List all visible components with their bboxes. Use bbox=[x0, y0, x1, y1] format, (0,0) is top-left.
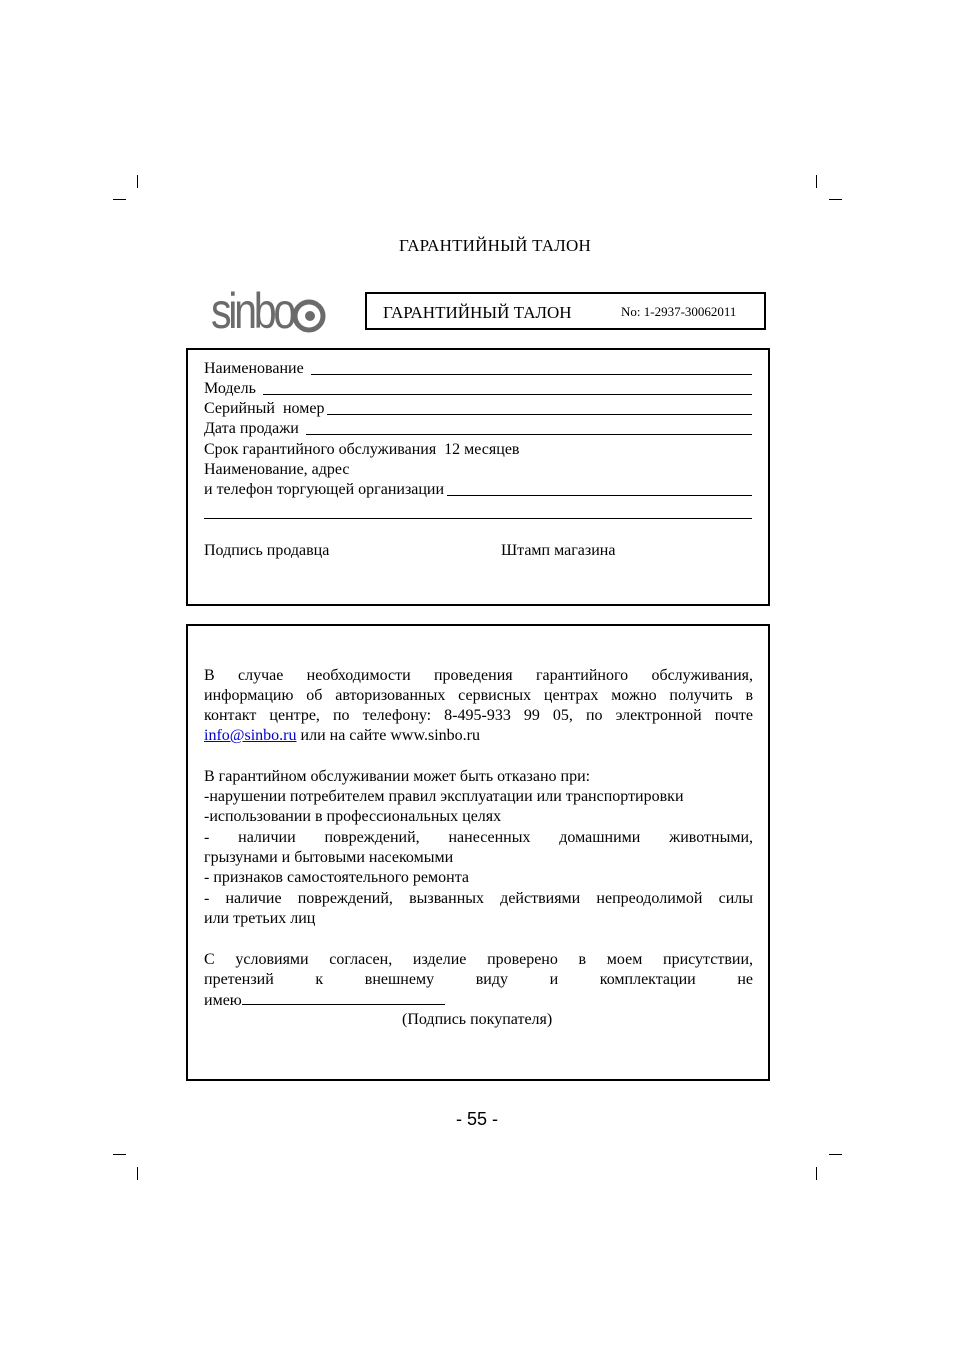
crop-mark bbox=[113, 199, 126, 200]
warranty-info-box bbox=[186, 624, 770, 1081]
model-label: Модель bbox=[204, 380, 260, 397]
agreement-end: имею bbox=[204, 992, 242, 1009]
buyer-signature-line[interactable] bbox=[242, 990, 445, 1005]
crop-mark bbox=[816, 1167, 817, 1180]
website-text: или на сайте www.sinbo.ru bbox=[296, 727, 480, 744]
form-row-org-name bbox=[204, 460, 752, 480]
refusal-item: -нарушении потребителем правил эксплуатации или транспортировки bbox=[204, 788, 684, 805]
info-line: контакт центре, по телефону: 8-495-933 99 05, по электронной почте bbox=[204, 707, 753, 724]
sinbo-logo bbox=[211, 289, 329, 335]
buyer-signature-caption: (Подпись покупателя) bbox=[402, 1011, 553, 1028]
warranty-period: Срок гарантийного обслуживания 12 месяцев bbox=[204, 441, 520, 458]
serial-label: Серийный номер bbox=[204, 400, 325, 417]
form-row-org-phone bbox=[204, 480, 752, 500]
page-number: - 55 - bbox=[455, 1109, 498, 1129]
crop-mark bbox=[816, 175, 817, 188]
form-row-model bbox=[204, 379, 752, 399]
crop-mark bbox=[113, 1154, 126, 1155]
org-name-address: Наименование, адрес bbox=[204, 461, 350, 478]
form-row-serial bbox=[204, 399, 752, 419]
coupon-number: No: 1-2937-30062011 bbox=[621, 304, 737, 319]
refusal-item: -использовании в профессиональных целях bbox=[204, 808, 502, 825]
form-row-warranty-period bbox=[204, 440, 752, 460]
sale-date-label: Дата продажи bbox=[204, 420, 303, 437]
info-line: В случае необходимости проведения гарантийного обслуживания, bbox=[204, 667, 753, 684]
refusal-intro: В гарантийном обслуживании может быть отказано при: bbox=[204, 768, 591, 785]
crop-mark bbox=[829, 1154, 842, 1155]
name-line[interactable] bbox=[311, 374, 752, 375]
org-phone-label: и телефон торгующей организации bbox=[204, 481, 445, 498]
org-extra-line[interactable] bbox=[204, 518, 752, 519]
org-phone-line[interactable] bbox=[447, 495, 752, 496]
agreement-line: С условиями согласен, изделие проверено в моем присутствии, bbox=[204, 951, 753, 968]
info-line: информацию об авторизованных сервисных центрах можно получить в bbox=[204, 687, 753, 704]
crop-mark bbox=[829, 199, 842, 200]
agreement-line bbox=[204, 990, 753, 1011]
form-row-sale-date bbox=[204, 419, 752, 439]
name-label: Наименование bbox=[204, 360, 308, 377]
refusal-item: - наличии повреждений, нанесенных домашними животными, bbox=[204, 829, 753, 846]
crop-mark bbox=[137, 175, 138, 188]
seller-signature: Подпись продавца bbox=[204, 542, 330, 559]
store-stamp: Штамп магазина bbox=[501, 542, 616, 559]
refusal-item: или третьих лиц bbox=[204, 910, 316, 927]
warranty-header-box bbox=[365, 292, 766, 330]
email-link[interactable]: info@sinbo.ru bbox=[204, 727, 297, 744]
logo-wordmark: sinbo bbox=[211, 289, 295, 335]
serial-line[interactable] bbox=[327, 414, 752, 415]
form-row-name bbox=[204, 359, 752, 379]
crop-mark bbox=[137, 1167, 138, 1180]
refusal-item: - признаков самостоятельного ремонта bbox=[204, 869, 469, 886]
warranty-form-box bbox=[186, 348, 770, 606]
page-heading: ГАРАНТИЙНЫЙ ТАЛОН bbox=[399, 236, 591, 255]
agreement-line: претензий к внешнему виду и комплектации не bbox=[204, 971, 753, 988]
refusal-item: - наличие повреждений, вызванных действиями непреодолимой силы bbox=[204, 890, 753, 907]
refusal-item: грызунами и бытовыми насекомыми bbox=[204, 849, 454, 866]
info-line bbox=[204, 726, 753, 746]
sale-date-line[interactable] bbox=[306, 434, 752, 435]
header-title: ГАРАНТИЙНЫЙ ТАЛОН bbox=[383, 303, 572, 322]
model-line[interactable] bbox=[263, 394, 752, 395]
